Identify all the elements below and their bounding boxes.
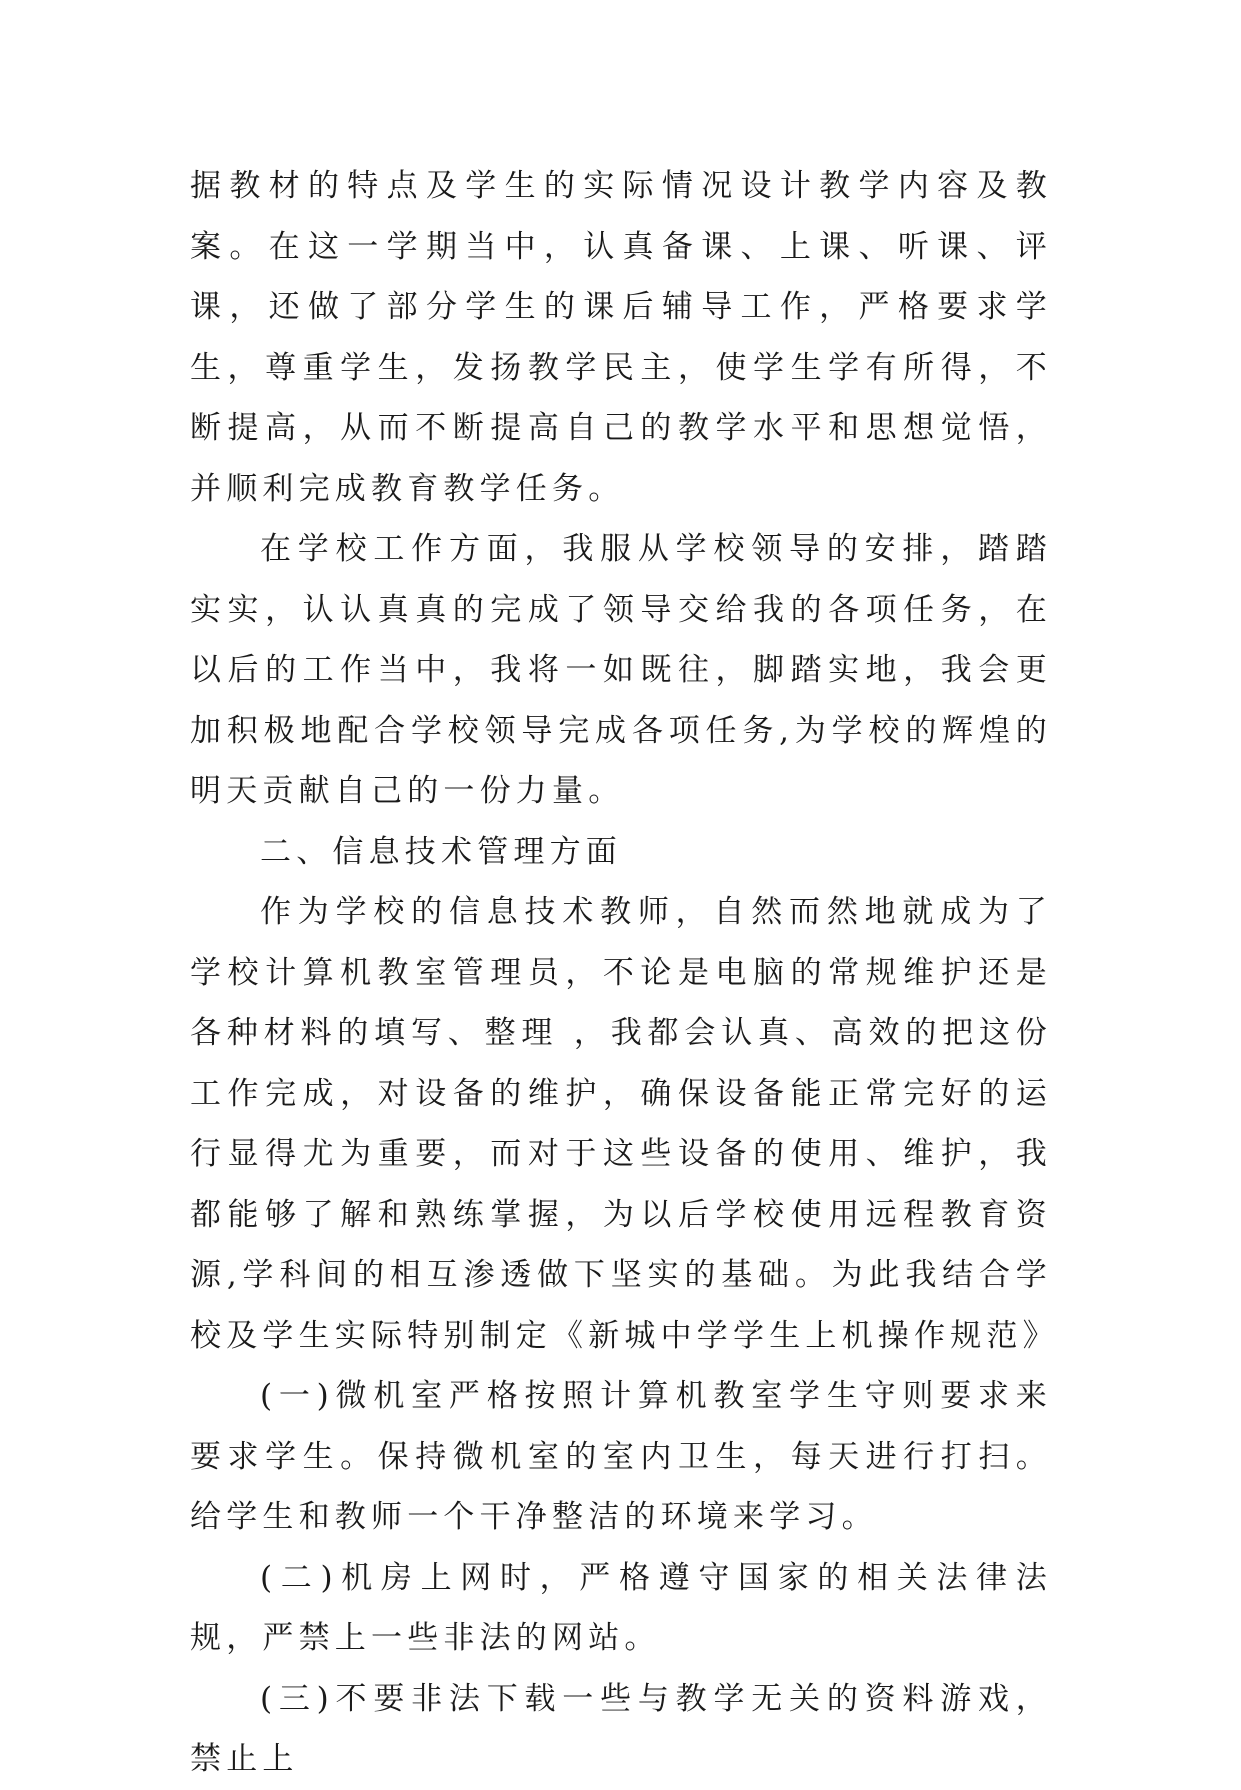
rule-item-3: (三)不要非法下载一些与教学无关的资料游戏，禁止上	[190, 1680, 1052, 1777]
paragraph-school-work: 在学校工作方面，我服从学校领导的安排，踏踏实实，认认真真的完成了领导交给我的各项任务，在以后的工作当中，我将一如既往，脚踏实地，我会更加积极地配合学校领导完成各项任务,为学校的辉煌的明天贡献自己的一份力量。	[190, 531, 1052, 809]
paragraph-teaching-summary: 据教材的特点及学生的实际情况设计教学内容及教案。在这一学期当中，认真备课、上课、听课、评课，还做了部分学生的课后辅导工作，严格要求学生，尊重学生，发扬教学民主，使学生学有所得，不断提高，从而不断提高自己的教学水平和思想觉悟，并顺利完成教育教学任务。	[190, 168, 1052, 507]
rule-item-2: (二)机房上网时，严格遵守国家的相关法律法规，严禁上一些非法的网站。	[190, 1559, 1052, 1656]
section-heading-it-management: 二、信息技术管理方面	[260, 833, 622, 870]
document-body	[190, 156, 1059, 1790]
rule-item-1: (一)微机室严格按照计算机教室学生守则要求来要求学生。保持微机室的室内卫生，每天进行打扫。给学生和教师一个干净整洁的环境来学习。	[190, 1378, 1052, 1535]
paragraph-it-teacher-role: 作为学校的信息技术教师，自然而然地就成为了学校计算机教室管理员，不论是电脑的常规维护还是各种材料的填写、整理 ，我都会认真、高效的把这份工作完成，对设备的维护，确保设备能正常完好的运行显得尤为重要，而对于这些设备的使用、维护，我都能够了解和熟练掌握，为以后学校使用远程教育资源,学科间的相互渗透做下坚实的基础。为此我结合学校及学生实际特别制定《新城中学学生上机操作规范》	[190, 894, 1059, 1354]
